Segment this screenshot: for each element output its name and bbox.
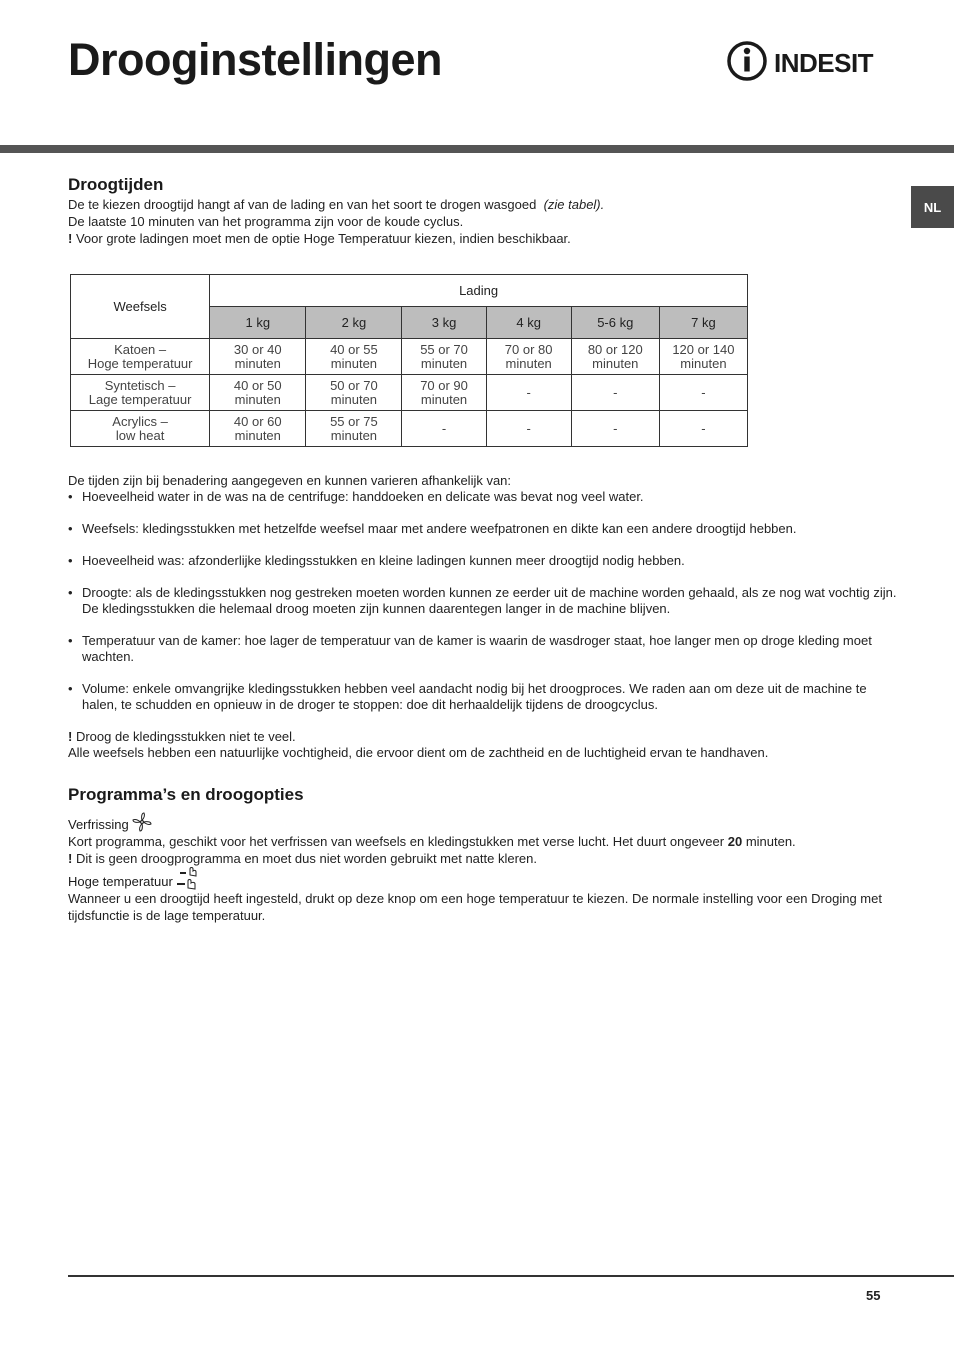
time-cell: 120 or 140 minuten (659, 339, 747, 375)
time-cell: 70 or 90 minuten (402, 375, 486, 411)
time-cell: 80 or 120 minuten (571, 339, 659, 375)
time-cell: 40 or 55 minuten (306, 339, 402, 375)
program-hoge-temperatuur (68, 873, 898, 924)
time-cell: - (402, 411, 486, 447)
page-title: Drooginstellingen (68, 34, 442, 85)
fabric-cell: Acrylics – low heat (71, 411, 210, 447)
program-description: Wanneer u een droogtijd heeft ingesteld, drukt op deze knop om een hoge temperatuur te kiezen. De normale instelling voor een Droging met tijdsfunctie is de lage temperatuur. (68, 891, 882, 923)
time-cell: - (571, 375, 659, 411)
svg-text:INDESIT: INDESIT (774, 48, 874, 78)
program-warning: ! Dit is geen droogprogramma en moet dus niet worden gebruikt met natte kleren. (68, 851, 537, 866)
warning-mark: ! (68, 231, 73, 246)
column-header: 2 kg (306, 307, 402, 339)
program-label: Hoge temperatuur (68, 874, 173, 889)
footer-divider (68, 1275, 954, 1277)
time-cell: 40 or 60 minuten (210, 411, 306, 447)
fan-icon (132, 812, 152, 832)
factors-intro: De tijden zijn bij benadering aangegeven en kunnen varieren afhankelijk van: (68, 473, 512, 488)
indesit-logo (726, 40, 888, 82)
column-header: 3 kg (402, 307, 486, 339)
high-temperature-icon (176, 866, 200, 890)
closing-note: Alle weefsels hebben een natuurlijke vochtigheid, die ervoor dient om de zachtheid en de luchtigheid ervan te handhaven. (68, 745, 769, 760)
time-cell: - (486, 375, 571, 411)
time-cell: 50 or 70 minuten (306, 375, 402, 411)
list-item: • Temperatuur van de kamer: hoe lager de temperatuur van de kamer is waarin de wasdroger staat, hoe langer men op droge kleding moet wachten. (68, 633, 872, 664)
overdry-warning: ! Droog de kledingsstukken niet te veel. (68, 729, 296, 744)
list-item: • Weefsels: kledingsstukken met hetzelfde weefsel maar met andere weefpatronen en dikte kan een andere droogtijd hebben. (68, 521, 797, 536)
language-tab: NL (911, 186, 954, 228)
load-group-header: Lading (210, 275, 748, 307)
drying-factors (68, 473, 898, 761)
time-cell: 30 or 40 minuten (210, 339, 306, 375)
time-cell: 55 or 70 minuten (402, 339, 486, 375)
time-cell: - (486, 411, 571, 447)
fabric-cell: Katoen – Hoge temperatuur (71, 339, 210, 375)
section-heading: Programma’s en droogopties (68, 785, 304, 804)
warning-mark: ! (68, 851, 73, 866)
cooling-note: De laatste 10 minuten van het programma zijn voor de koude cyclus. (68, 214, 464, 229)
column-header: 1 kg (210, 307, 306, 339)
column-header: 7 kg (659, 307, 747, 339)
intro-line: De te kiezen droogtijd hangt af van de lading en van het soort te drogen wasgoed (zie tabel). (68, 197, 605, 212)
time-cell: - (659, 411, 747, 447)
list-item: • Droogte: als de kledingsstukken nog gestreken moeten worden kunnen ze eerder uit de machine worden gehaald, als ze nog wat vochtig zijn. De kledingsstukken die helemaal droog moeten zijn kunnen daarentegen langer in de machine blijven. (68, 585, 897, 616)
section-programs (68, 784, 898, 924)
table-row (71, 375, 748, 411)
program-verfrissing (68, 816, 898, 867)
list-item: • Hoeveelheid was: afzonderlijke kledingsstukken en kleine ladingen kunnen meer droogtijd nodig hebben. (68, 553, 685, 568)
time-cell: 55 or 75 minuten (306, 411, 402, 447)
header-divider (0, 145, 954, 153)
list-item: • Volume: enkele omvangrijke kledingsstukken hebben veel aandacht nodig bij het droogproces. We raden aan om deze uit de machine te halen, te schudden en opnieuw in de droger te stoppen: doe dit herhaaldelijk tijdens de droogcyclus. (68, 681, 867, 712)
program-label: Verfrissing (68, 817, 129, 832)
time-cell: - (571, 411, 659, 447)
warning-note: ! Voor grote ladingen moet men de optie Hoge Temperatuur kiezen, indien beschikbaar. (68, 231, 571, 246)
list-item: • Hoeveelheid water in de was na de centrifuge: handdoeken en delicate was bevat nog veel water. (68, 489, 644, 504)
column-header: 4 kg (486, 307, 571, 339)
warning-mark: ! (68, 729, 73, 744)
fabric-cell: Syntetisch – Lage temperatuur (71, 375, 210, 411)
section-droogtijden (68, 174, 888, 247)
time-cell: 70 or 80 minuten (486, 339, 571, 375)
table-reference: (zie tabel). (543, 197, 605, 212)
time-cell: - (659, 375, 747, 411)
table-row (71, 411, 748, 447)
fabric-column-header: Weefsels (71, 275, 210, 339)
page-number: 55 (866, 1288, 881, 1303)
section-heading: Droogtijden (68, 175, 164, 194)
time-cell: 40 or 50 minuten (210, 375, 306, 411)
program-duration: 20 (727, 834, 743, 849)
program-description: Kort programma, geschikt voor het verfrissen van weefsels en kledingstukken met verse lucht. Het duurt ongeveer 20 minuten. (68, 834, 796, 849)
drying-times-table (70, 274, 748, 447)
column-header: 5-6 kg (571, 307, 659, 339)
table-row (71, 339, 748, 375)
